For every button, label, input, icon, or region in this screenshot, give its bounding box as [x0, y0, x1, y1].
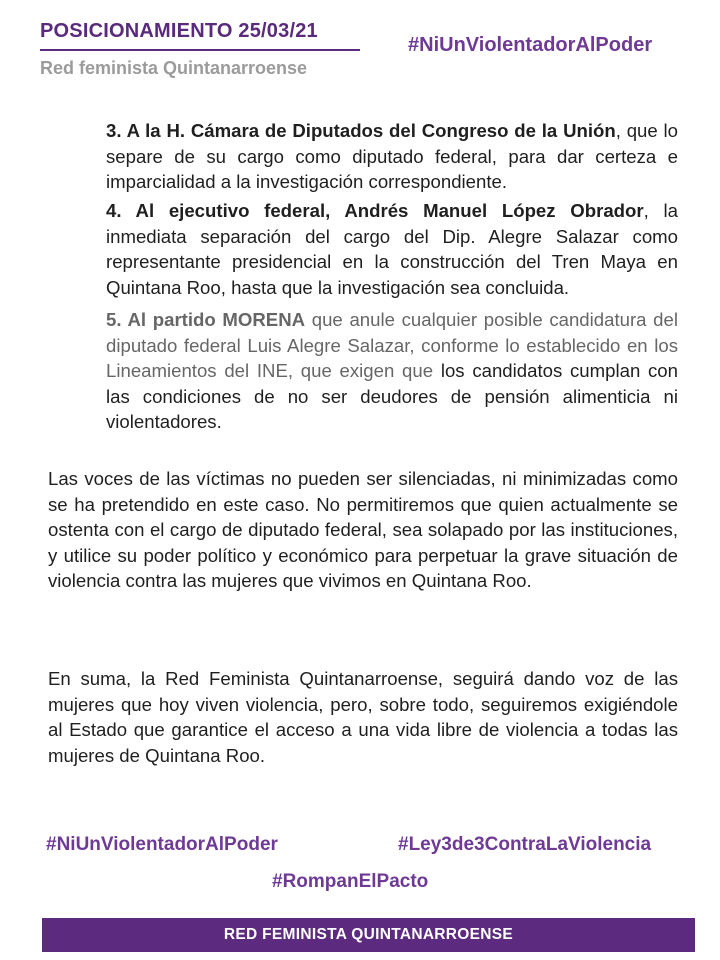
point-5-body-dark: los candidatos cumplan con las condiciones de no ser deudores de pensión alimenticia ni violentadores.: [106, 360, 678, 432]
footer-label: RED FEMINISTA QUINTANARROENSE: [223, 926, 514, 943]
hashtag-ley-3de3: #Ley3de3ContraLaViolencia: [398, 834, 652, 855]
point-3-lead: 3. A la H. Cámara de Diputados del Congreso de la Unión: [106, 120, 616, 141]
point-5-body: que anule cualquier posible candidatura del diputado federal Luis Alegre Salazar, conforme lo establecido en los Lineamientos del INE, que exigen que: [106, 309, 678, 381]
point-4-body: , la inmediata separación del cargo del Dip. Alegre Salazar como representante presidencial en la construcción del Tren Maya en Quintana Roo, hasta que la investigación sea concluida.: [106, 200, 678, 298]
paragraph-conclusion: En suma, la Red Feminista Quintanarroense, seguirá dando voz de las mujeres que hoy viven violencia, pero, sobre todo, seguiremos exigiéndole al Estado que garantice el acceso a una vida libre de violencia a todas las mujeres de Quintana Roo.: [48, 668, 678, 766]
point-4: [106, 198, 678, 300]
hashtag-rompan-el-pacto: #RompanElPacto: [272, 871, 429, 892]
header-title: POSICIONAMIENTO 25/03/21: [40, 20, 360, 51]
footer-bar: [42, 918, 695, 952]
point-5-lead: 5. Al partido MORENA: [106, 309, 306, 330]
point-4-lead: 4. Al ejecutivo federal, Andrés Manuel López Obrador: [106, 200, 644, 221]
hashtag-ni-un-violentador: #NiUnViolentadorAlPoder: [46, 834, 278, 855]
point-3-body: , que lo separe de su cargo como diputado federal, para dar certeza e imparcialidad a la investigación correspondiente.: [106, 120, 679, 192]
header-subtitle: Red feminista Quintanarroense: [40, 58, 308, 78]
paragraph-victims: Las voces de las víctimas no pueden ser silenciadas, ni minimizadas como se ha pretendido en este caso. No permitiremos que quien actualmente se ostenta con el cargo de diputado federal, sea solapado por las instituciones, y utilice su poder político y económico para perpetuar la grave situación de violencia contra las mujeres que vivimos en Quintana Roo.: [48, 468, 678, 591]
point-5: [106, 307, 678, 435]
point-3: [106, 118, 678, 195]
header-hashtag: #NiUnViolentadorAlPoder: [408, 34, 653, 56]
